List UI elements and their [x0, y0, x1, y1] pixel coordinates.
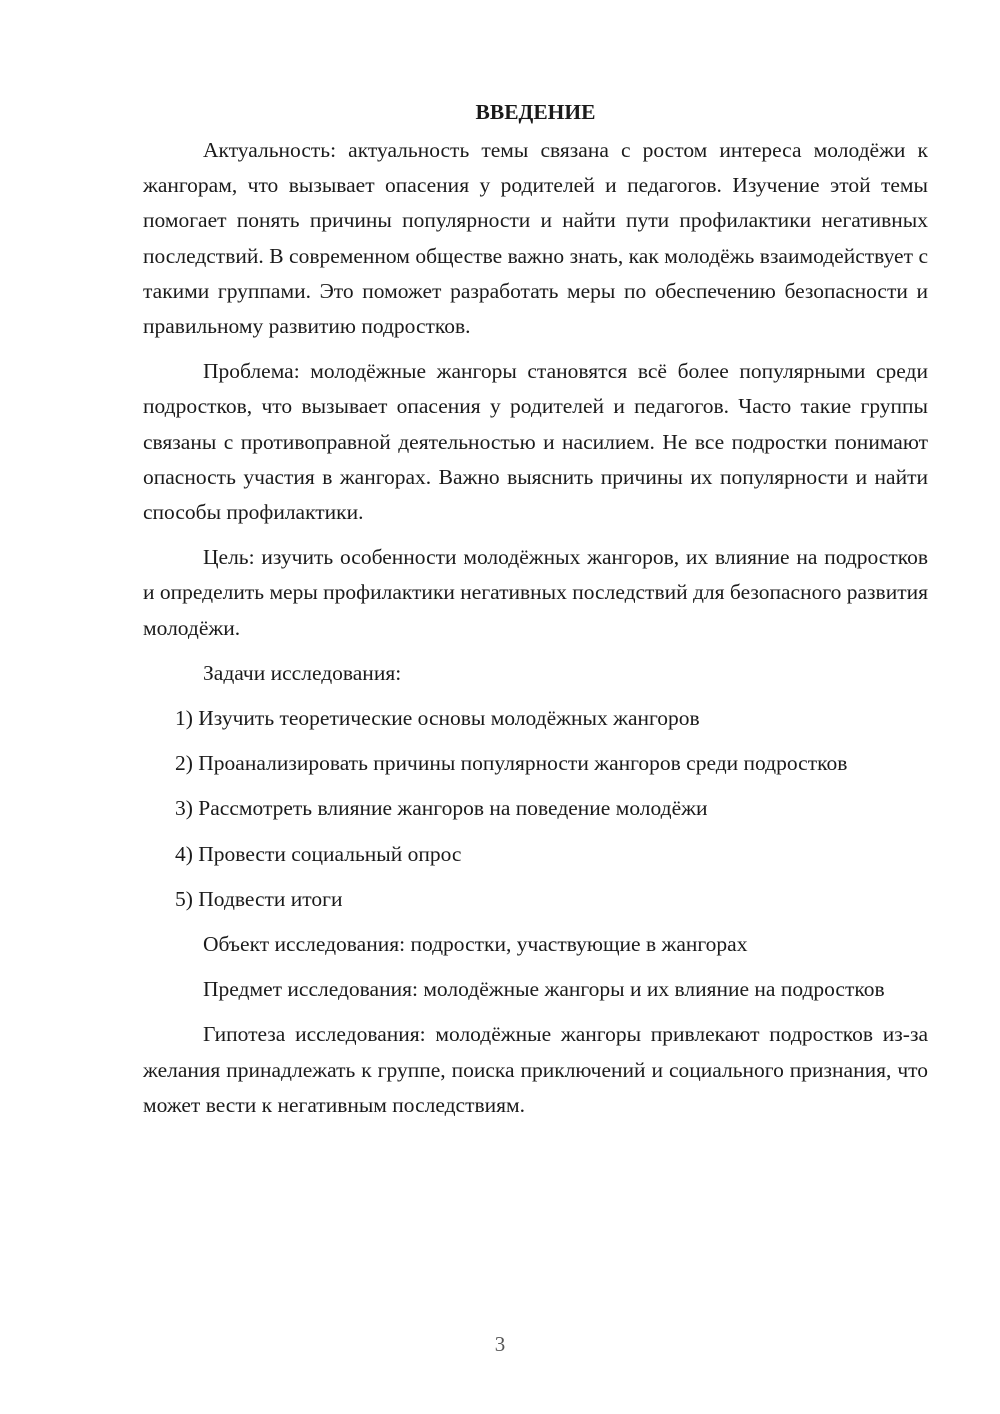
- document-page: [143, 95, 928, 1133]
- tasks-title: Задачи исследования:: [203, 660, 402, 685]
- paragraph-goal: Цель: изучить особенности молодёжных жангоров, их влияние на подростков и определить меры профилактики негативных последствий для безопасного развития молодёжи.: [143, 545, 928, 640]
- task-item-2: 2) Проанализировать причины популярности жангоров среди подростков: [175, 751, 848, 776]
- paragraph-hypothesis: Гипотеза исследования: молодёжные жангоры привлекают подростков из-за желания принадлежать к группе, поиска приключений и социального признания, что может вести к негативным последствиям.: [143, 1022, 928, 1117]
- task-item-1: 1) Изучить теоретические основы молодёжных жангоров: [175, 706, 700, 731]
- paragraph-subject: Предмет исследования: молодёжные жангоры и их влияние на подростков: [203, 977, 885, 1002]
- paragraph-relevance: Актуальность: актуальность темы связана с ростом интереса молодёжи к жангорам, что вызывает опасения у родителей и педагогов. Изучение этой темы помогает понять причины популярности и найти пути профилактики негативных последствий. В современном обществе важно знать, как молодёжь взаимодействует с такими группами. Это поможет разработать меры по обеспечению безопасности и правильному развитию подростков.: [143, 138, 928, 339]
- paragraph-object: Объект исследования: подростки, участвующие в жангорах: [203, 932, 748, 957]
- paragraph-problem: Проблема: молодёжные жангоры становятся всё более популярными среди подростков, что вызывает опасения у родителей и педагогов. Часто такие группы связаны с противоправной деятельностью и насилием. Не все подростки понимают опасность участия в жангорах. Важно выяснить причины их популярности и найти способы профилактики.: [143, 359, 928, 525]
- task-item-3: 3) Рассмотреть влияние жангоров на поведение молодёжи: [175, 796, 708, 821]
- task-item-5: 5) Подвести итоги: [175, 886, 343, 911]
- page-title: ВВЕДЕНИЕ: [475, 100, 596, 124]
- page-number: 3: [494, 1332, 506, 1356]
- task-item-4: 4) Провести социальный опрос: [175, 841, 462, 866]
